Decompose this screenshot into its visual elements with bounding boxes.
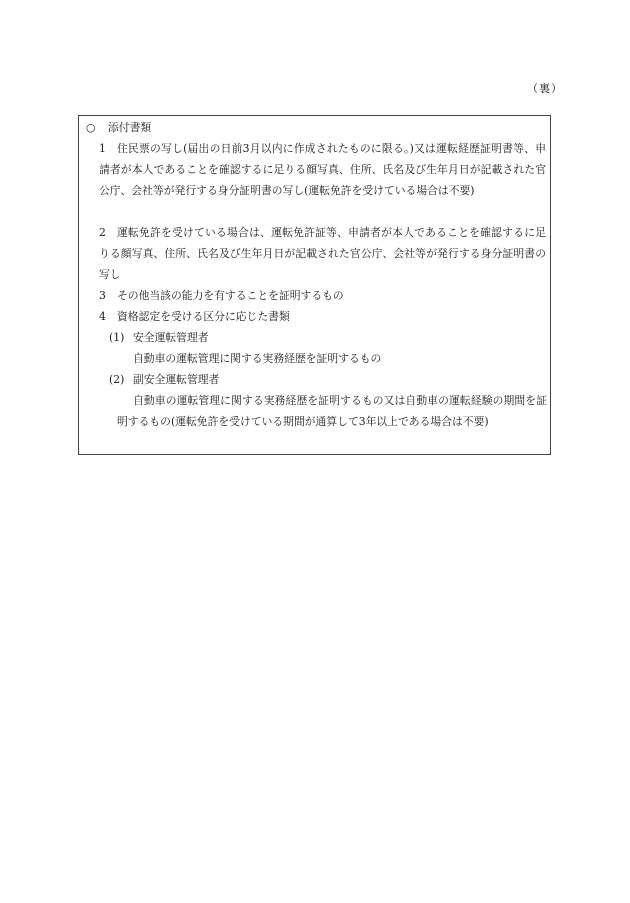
attachments-heading (86, 117, 151, 138)
item-number: 1 (99, 142, 106, 155)
item-number: 4 (99, 310, 106, 323)
item-text: 運転免許を受けている場合は、運転免許証等、申請者が本人であることを確認するに足りる顔写真、住所、氏名及び生年月日が記載された官公庁、会社等が発行する身分証明書の写し (99, 226, 546, 281)
circle-mark-icon: ○ (86, 121, 96, 134)
subitem-2-description: 自動車の運転管理に関する実務経歴を証明するもの又は自動車の運転経験の期間を証明するもの(運転免許を受けている期間が通算して3年以上である場合は不要) (117, 394, 547, 428)
item-text: 住民票の写し(届出の日前3月以内に作成されたものに限る。)又は運転経歴証明書等、申請者が本人であることを確認するに足りる顔写真、住所、氏名及び生年月日が記載された官公庁、会社等が発行する身分証明書の写し(運転免許を受けている場合は不要) (99, 142, 546, 197)
page-side-label: （裏） (527, 82, 563, 95)
item-text: その他当該の能力を有することを証明するもの (117, 289, 344, 302)
subitem-1-description: 自動車の運転管理に関する実務経歴を証明するもの (133, 352, 382, 365)
attachments-box (78, 115, 551, 455)
attachment-item-2 (99, 222, 546, 285)
item-number: 2 (99, 226, 106, 239)
subitem-number: (2) (109, 373, 125, 386)
subitem-1 (109, 327, 209, 348)
attachment-item-1 (99, 138, 546, 201)
subitem-2 (109, 369, 219, 390)
subitem-label: 副安全運転管理者 (133, 373, 220, 386)
attachment-item-4 (99, 306, 546, 327)
subitem-number: (1) (109, 331, 125, 344)
heading-label: 添付書類 (108, 121, 152, 134)
subitem-label: 安全運転管理者 (133, 331, 209, 344)
item-text: 資格認定を受ける区分に応じた書類 (117, 310, 290, 323)
item-number: 3 (99, 289, 106, 302)
attachment-item-3 (99, 285, 546, 306)
